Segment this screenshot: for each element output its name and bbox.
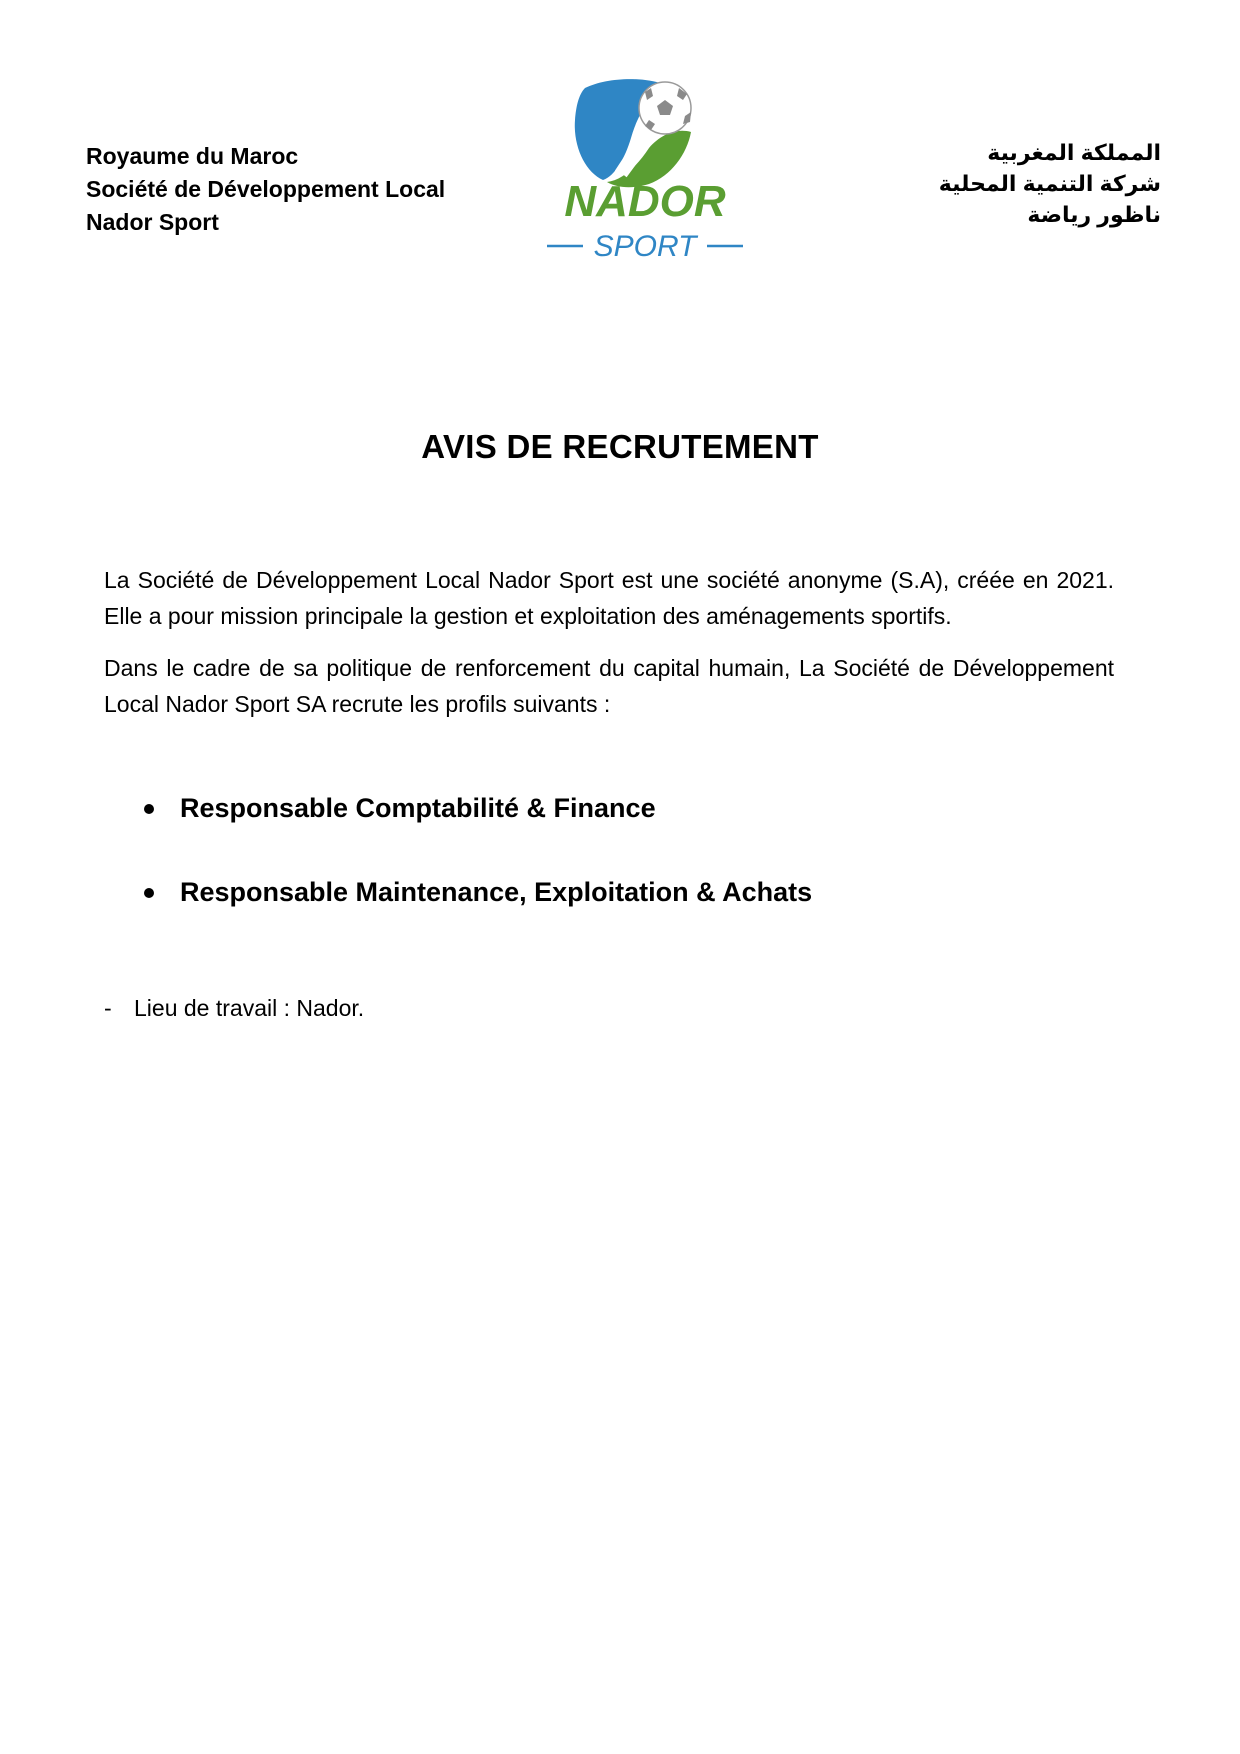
profile-label: Responsable Maintenance, Exploitation & Achats <box>180 877 813 907</box>
header-right-line-3: ناظور رياضة <box>1027 202 1161 227</box>
header-left-line-1: Royaume du Maroc <box>86 143 299 169</box>
bullet-icon <box>144 888 154 898</box>
bullet-icon <box>144 804 154 814</box>
list-item <box>140 874 812 910</box>
header-right-block <box>939 137 1161 230</box>
work-location <box>104 990 364 1026</box>
list-item <box>140 790 812 826</box>
header-left-line-2: Société de Développement Local <box>86 176 446 202</box>
context-paragraph: Dans le cadre de sa politique de renforcement du capital humain, La Société de Développement Local Nador Sport SA recrute les profils suivants : <box>104 655 1114 717</box>
document-title: AVIS DE RECRUTEMENT <box>421 428 819 465</box>
logo-word-nador: NADOR <box>564 177 726 226</box>
header-right-line-2: شركة التنمية المحلية <box>938 171 1161 196</box>
profiles-list <box>140 790 812 958</box>
work-location-text: Lieu de travail : Nador. <box>134 995 365 1021</box>
header-right-line-1: المملكة المغربية <box>987 140 1161 165</box>
intro-paragraph: La Société de Développement Local Nador Sport est une société anonyme (S.A), créée en 2021. Elle a pour mission principale la gestion et exploitation des aménagements sportifs. <box>104 567 1114 629</box>
profile-label: Responsable Comptabilité & Finance <box>180 793 656 823</box>
header-left-block <box>86 140 445 239</box>
header-left-line-3: Nador Sport <box>86 209 219 235</box>
logo-word-sport: SPORT <box>593 230 697 263</box>
nador-sport-logo <box>545 76 745 266</box>
dash-marker: - <box>104 995 112 1021</box>
